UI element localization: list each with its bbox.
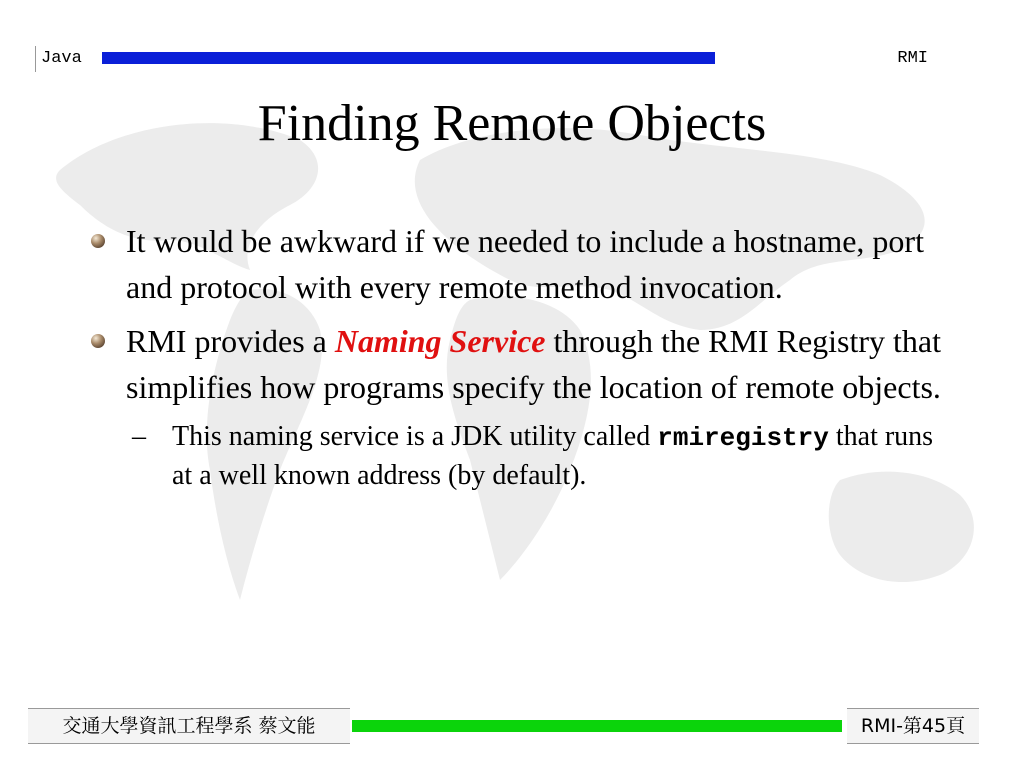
header-topic-label: RMI bbox=[897, 49, 928, 68]
header-course-label: Java bbox=[35, 46, 82, 72]
bullet-icon bbox=[91, 334, 105, 348]
bullet-text-before: RMI provides a bbox=[126, 323, 335, 359]
slide-title: Finding Remote Objects bbox=[257, 95, 767, 152]
footer-accent-bar bbox=[352, 720, 842, 732]
dash-icon: – bbox=[132, 421, 146, 452]
bullet-item bbox=[88, 218, 948, 310]
sub-bullet-item bbox=[88, 418, 948, 495]
footer-page-number: RMI-第45頁 bbox=[847, 708, 979, 744]
rmiregistry-code: rmiregistry bbox=[657, 423, 829, 453]
bullet-text-after: through the RMI Registry that simplifies how programs specify the location of remote objects. bbox=[126, 323, 942, 405]
sub-bullet-text-before: This naming service is a JDK utility called bbox=[172, 421, 658, 452]
slide-body bbox=[88, 218, 948, 495]
sub-bullet-text-after: that runs at a well known address (by default). bbox=[172, 421, 934, 491]
bullet-icon bbox=[91, 234, 105, 248]
bullet-text: It would be awkward if we needed to include a hostname, port and protocol with every remote method invocation. bbox=[126, 223, 924, 305]
header-accent-bar bbox=[102, 52, 715, 64]
bullet-item bbox=[88, 318, 948, 410]
naming-service-emphasis: Naming Service bbox=[334, 323, 546, 359]
footer-department-label: 交通大學資訊工程學系 蔡文能 bbox=[28, 708, 350, 744]
